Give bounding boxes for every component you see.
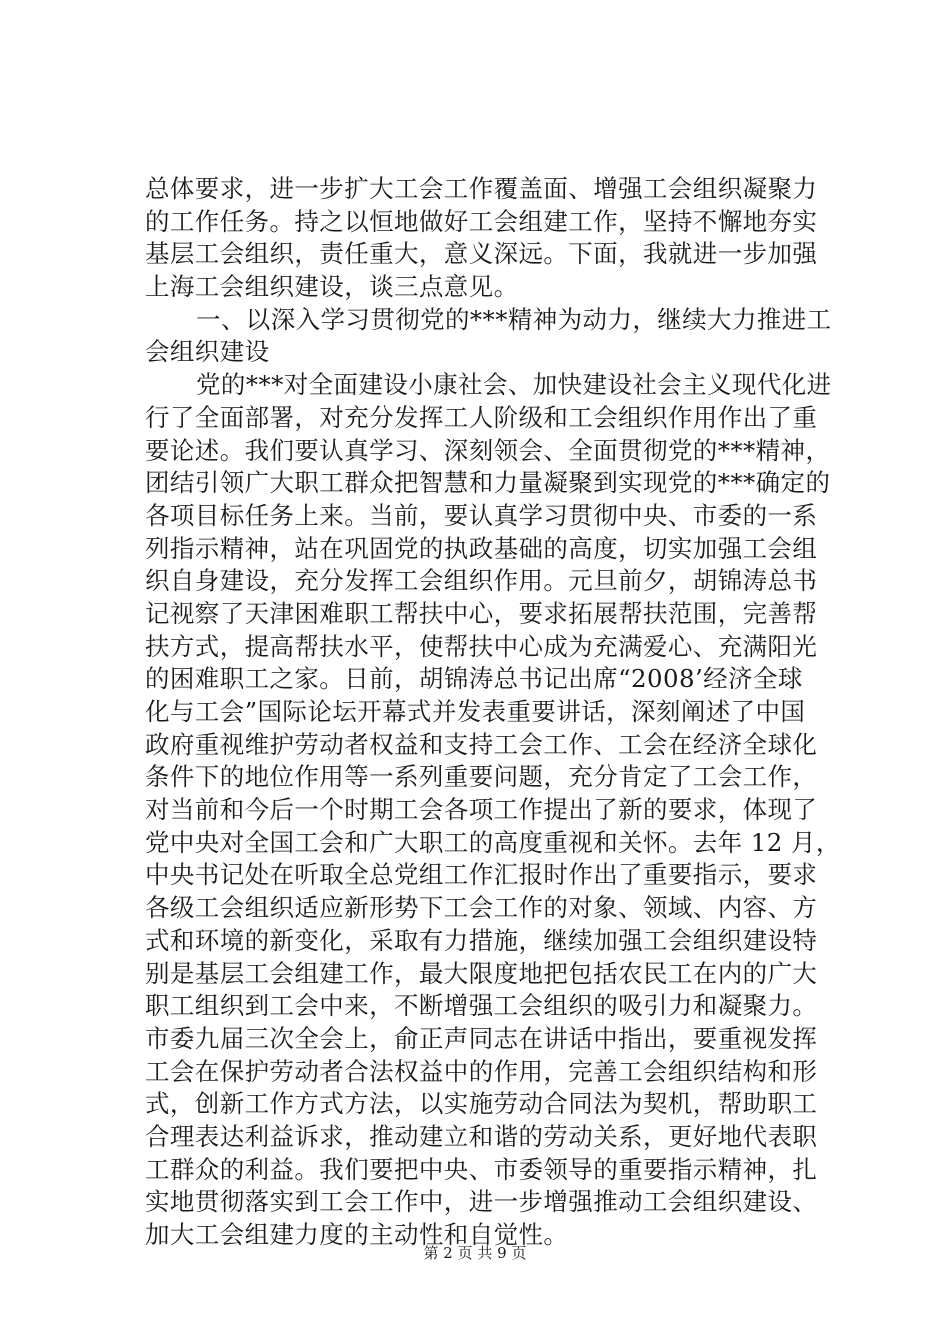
text-line: 要论述。我们要认真学习、深刻领会、全面贯彻党的***精神， (145, 435, 831, 465)
text-line: 扶方式，提高帮扶水平，使帮扶中心成为充满爱心、充满阳光 (145, 631, 818, 661)
text-line: 的困难职工之家。日前，胡锦涛总书记出席“2008’经济全球 (145, 664, 803, 694)
text-line: 条件下的地位作用等一系列重要问题，充分肯定了工会工作， (145, 762, 818, 792)
text-line: 各级工会组织适应新形势下工会工作的对象、领域、内容、方 (145, 893, 818, 923)
section-heading-line: 一、以深入学习贯彻党的***精神为动力，继续大力推进工 (196, 304, 832, 334)
text-line: 行了全面部署，对充分发挥工人阶级和工会组织作用作出了重 (145, 402, 818, 432)
text-line: 织自身建设，充分发挥工会组织作用。元旦前夕，胡锦涛总书 (145, 566, 818, 596)
text-line: 合理表达利益诉求，推动建立和谐的劳动关系，更好地代表职 (145, 1121, 818, 1151)
text-line: 党的***对全面建设小康社会、加快建设社会主义现代化进 (196, 370, 832, 400)
text-line: 式和环境的新变化，采取有力措施，继续加强工会组织建设特 (145, 925, 818, 955)
document-body (145, 173, 841, 1252)
text-line: 工群众的利益。我们要把中央、市委领导的重要指示精神，扎 (145, 1154, 818, 1184)
text-line: 政府重视维护劳动者权益和支持工会工作、工会在经济全球化 (145, 729, 818, 759)
text-line: 团结引领广大职工群众把智慧和力量凝聚到实现党的***确定的 (145, 468, 831, 498)
text-line: 工会在保护劳动者合法权益中的作用，完善工会组织结构和形 (145, 1056, 818, 1086)
text-line: 实地贯彻落实到工会工作中，进一步增强推动工会组织建设、 (145, 1187, 818, 1217)
text-line: 对当前和今后一个时期工会各项工作提出了新的要求，体现了 (145, 795, 818, 825)
page-number-footer: 第 2 页 共 9 页 (423, 1244, 527, 1262)
text-line: 市委九届三次全会上，俞正声同志在讲话中指出，要重视发挥 (145, 1023, 818, 1053)
text-line: 别是基层工会组建工作，最大限度地把包括农民工在内的广大 (145, 958, 818, 988)
text-line: 的工作任务。持之以恒地做好工会组建工作，坚持不懈地夯实 (145, 206, 818, 236)
text-line: 党中央对全国工会和广大职工的高度重视和关怀。去年 12 月， (145, 827, 841, 857)
text-line: 各项目标任务上来。当前，要认真学习贯彻中央、市委的一系 (145, 500, 818, 530)
text-line: 上海工会组织建设，谈三点意见。 (145, 272, 519, 302)
text-line: 加大工会组建力度的主动性和自觉性。 (145, 1220, 569, 1249)
text-line: 总体要求，进一步扩大工会工作覆盖面、增强工会组织凝聚力 (145, 174, 818, 203)
section-heading-line: 会组织建设 (145, 337, 270, 367)
text-line: 列指示精神，站在巩固党的执政基础的高度，切实加强工会组 (145, 533, 818, 563)
text-line: 基层工会组织，责任重大，意义深远。下面，我就进一步加强 (145, 239, 818, 269)
text-line: 记视察了天津困难职工帮扶中心，要求拓展帮扶范围，完善帮 (145, 598, 818, 628)
text-line: 中央书记处在听取全总党组工作汇报时作出了重要指示，要求 (145, 860, 818, 890)
text-line: 化与工会”国际论坛开幕式并发表重要讲话，深刻阐述了中国 (145, 697, 806, 726)
text-line: 职工组织到工会中来，不断增强工会组织的吸引力和凝聚力。 (145, 991, 818, 1021)
text-line: 式，创新工作方式方法，以实施劳动合同法为契机，帮助职工 (145, 1089, 818, 1119)
